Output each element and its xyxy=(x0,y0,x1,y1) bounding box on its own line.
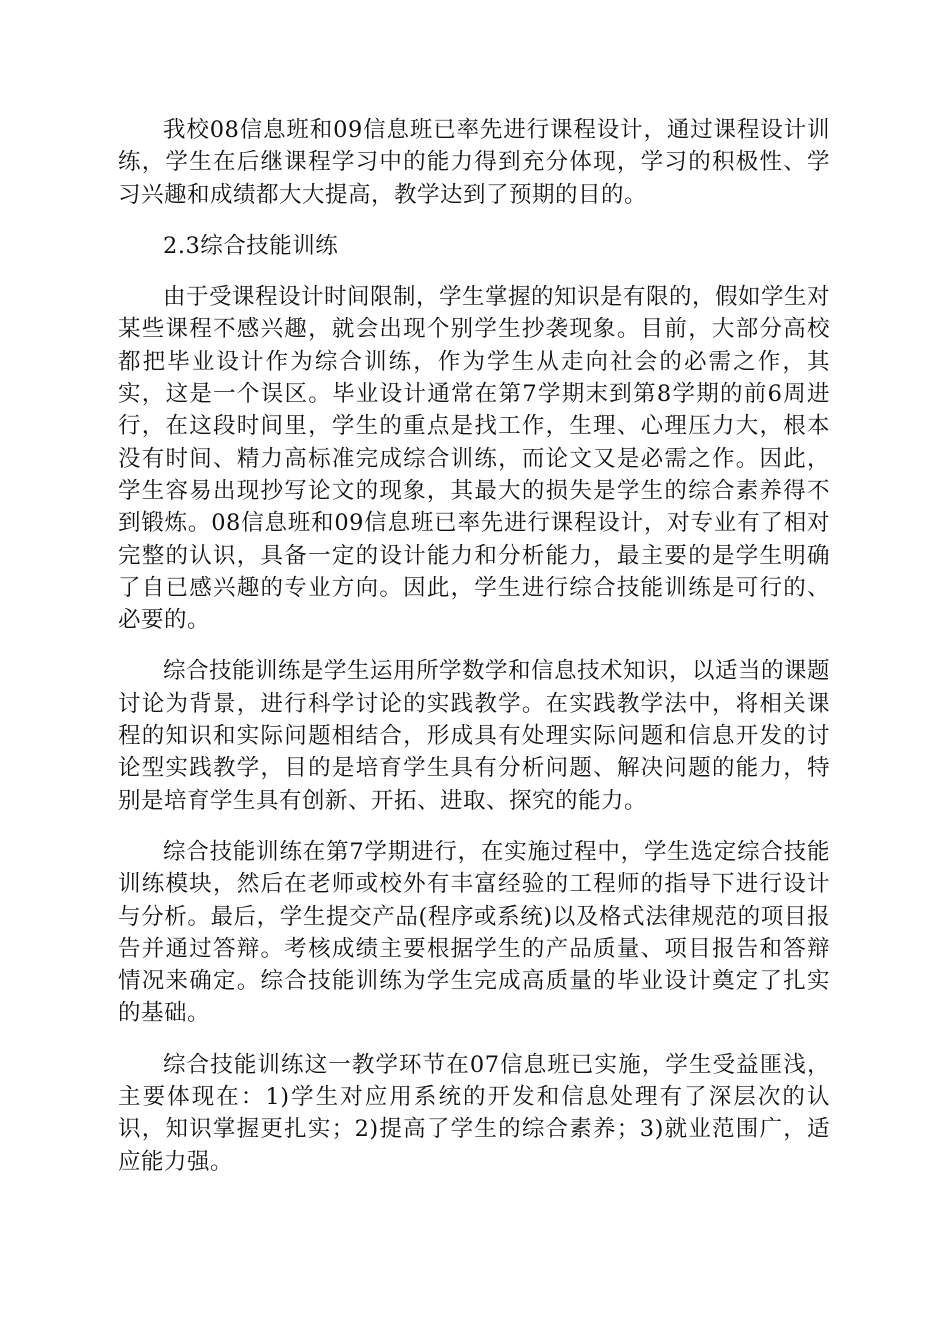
paragraph-implementation: 综合技能训练在第7学期进行，在实施过程中，学生选定综合技能训练模块，然后在老师或校外有丰富经验的工程师的指导下进行设计与分析。最后，学生提交产品(程序或系统)以及格式法律规范的项目报告并通过答辩。考核成绩主要根据学生的产品质量、项目报告和答辩情况来确定。综合技能训练为学生完成高质量的毕业设计奠定了扎实的基础。 xyxy=(118,838,830,1027)
paragraph-course-limit: 由于受课程设计时间限制，学生掌握的知识是有限的，假如学生对某些课程不感兴趣，就会出现个别学生抄袭现象。目前，大部分高校都把毕业设计作为综合训练，作为学生从走向社会的必需之作，其实，这是一个误区。毕业设计通常在第7学期末到第8学期的前6周进行，在这段时间里，学生的重点是找工作，生理、心理压力大，根本没有时间、精力高标准完成综合训练，而论文又是必需之作。因此，学生容易出现抄写论文的现象，其最大的损失是学生的综合素养得不到锻炼。08信息班和09信息班已率先进行课程设计，对专业有了相对完整的认识，具备一定的设计能力和分析能力，最主要的是学生明确了自已感兴趣的专业方向。因此，学生进行综合技能训练是可行的、必要的。 xyxy=(118,284,831,634)
paragraph-definition: 综合技能训练是学生运用所学数学和信息技术知识，以适当的课题讨论为背景，进行科学讨论的实践教学。在实践教学法中，将相关课程的知识和实际问题相结合，形成具有处理实际问题和信息开发的讨论型实践教学，目的是培育学生具有分析问题、解决问题的能力，特别是培育学生具有创新、开拓、进取、探究的能力。 xyxy=(118,658,831,814)
paragraph-benefits: 综合技能训练这一教学环节在07信息班已实施，学生受益匪浅，主要体现在：1)学生对应用系统的开发和信息处理有了深层次的认识，知识掌握更扎实；2)提高了学生的综合素养；3)就业范围广，适应能力强。 xyxy=(118,1051,830,1175)
paragraph-intro: 我校08信息班和09信息班已率先进行课程设计，通过课程设计训练，学生在后继课程学习中的能力得到充分体现，学习的积极性、学习兴趣和成绩都大大提高，教学达到了预期的目的。 xyxy=(118,117,830,208)
section-heading: 2.3综合技能训练 xyxy=(163,232,339,259)
document-page xyxy=(118,114,830,1197)
